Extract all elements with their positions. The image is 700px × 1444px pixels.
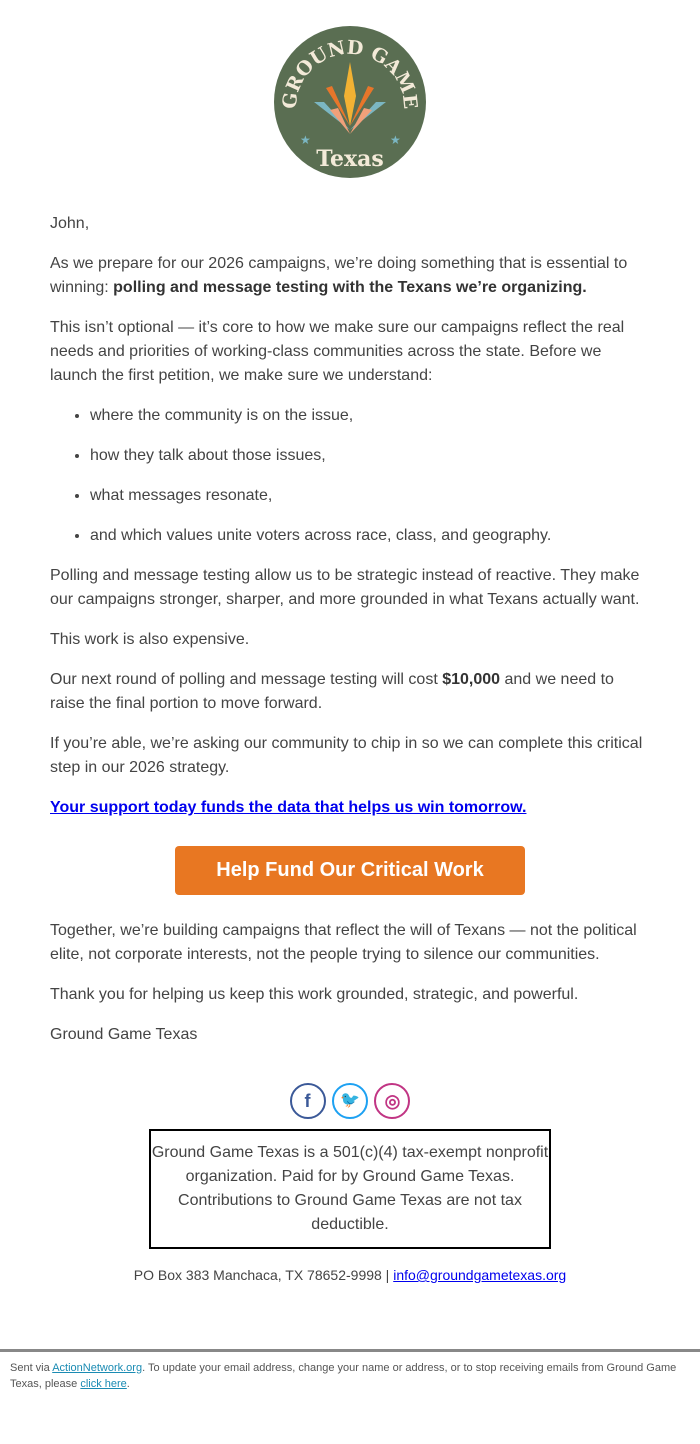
- list-item: • and which values unite voters across race, class, and geography.: [90, 524, 650, 548]
- svg-text:★: ★: [300, 133, 311, 147]
- footer: Sent via ActionNetwork.org. To update your email address, change your name or address, or to stop receiving emails from Ground Game Texas, please click here.: [0, 1349, 700, 1412]
- paragraph: Our next round of polling and message testing will cost $10,000 and we need to raise the final portion to move forward.: [50, 671, 614, 712]
- facebook-icon[interactable]: f: [290, 1083, 326, 1119]
- paragraph: This isn’t optional — it’s core to how we make sure our campaigns reflect the real needs and priorities of working-class communities across the state. Before we launch the first petition, we make sure we understand:: [50, 319, 625, 384]
- unsubscribe-link[interactable]: click here: [80, 1378, 127, 1390]
- instagram-icon[interactable]: ◎: [374, 1083, 410, 1119]
- social-links: [0, 1083, 700, 1121]
- list-item: • what messages resonate,: [90, 484, 650, 508]
- paragraph: This work is also expensive.: [50, 631, 250, 648]
- disclaimer-box: Ground Game Texas is a 501(c)(4) tax-exempt nonprofit organization. Paid for by Ground Game Texas. Contributions to Ground Game Texas are not tax deductible.: [149, 1129, 551, 1249]
- actionnetwork-link[interactable]: ActionNetwork.org: [52, 1362, 143, 1374]
- list-item: • where the community is on the issue,: [90, 404, 650, 428]
- svg-text:★: ★: [390, 133, 401, 147]
- greeting: John,: [50, 215, 90, 232]
- email-body: [0, 212, 700, 1047]
- paragraph: As we prepare for our 2026 campaigns, we’re doing something that is essential to winning: polling and message testing with the Texans we’re organizing.: [50, 255, 628, 296]
- bullet-list: [50, 404, 650, 548]
- signature: Ground Game Texas: [50, 1026, 198, 1043]
- email-link[interactable]: info@groundgametexas.org: [393, 1267, 567, 1283]
- svg-text:GROUND GAME: GROUND GAME: [278, 36, 422, 111]
- address: PO Box 383 Manchaca, TX 78652-9998 | info@groundgametexas.org: [133, 1267, 567, 1283]
- paragraph: Polling and message testing allow us to be strategic instead of reactive. They make our campaigns stronger, sharper, and more grounded in what Texans actually want.: [50, 567, 640, 608]
- ground-game-texas-logo: [274, 26, 426, 178]
- paragraph: If you’re able, we’re asking our community to chip in so we can complete this critical step in our 2026 strategy.: [50, 735, 643, 776]
- support-link[interactable]: Your support today funds the data that helps us win tomorrow.: [50, 799, 527, 816]
- list-item: • how they talk about those issues,: [90, 444, 650, 468]
- svg-text:Texas: Texas: [316, 146, 384, 172]
- email: [0, 26, 700, 1412]
- paragraph: Thank you for helping us keep this work grounded, strategic, and powerful.: [50, 986, 579, 1003]
- paragraph: Together, we’re building campaigns that reflect the will of Texans — not the political elite, not corporate interests, not the people trying to silence our communities.: [50, 922, 637, 963]
- twitter-icon[interactable]: 🐦: [332, 1083, 368, 1119]
- donate-button[interactable]: Help Fund Our Critical Work: [175, 846, 525, 895]
